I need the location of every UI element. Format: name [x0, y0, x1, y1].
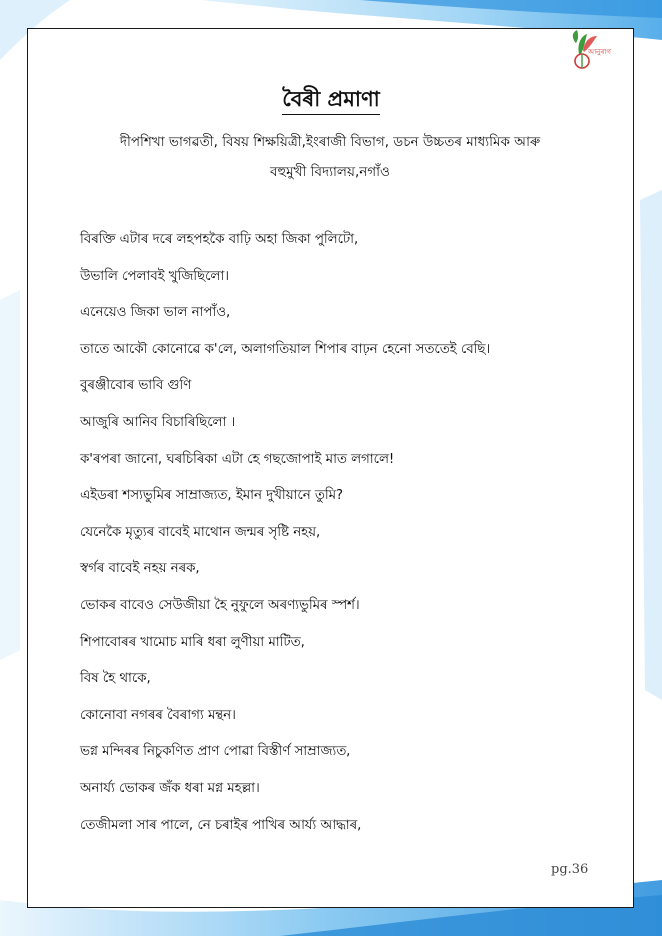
poem-line: ভোকৰ বাবেও সেউজীয়া হৈ নুফুলে অৰণ্যভুমিৰ স্পৰ্শ। [80, 597, 360, 613]
poem-line: শিপাবোৰৰ খামোচ মাৰি ধৰা লুণীয়া মাটিত, [80, 634, 305, 650]
author-info [90, 127, 570, 187]
poem-body [80, 230, 600, 852]
poem-line: আজুৰি আনিব বিচাৰিছিলো । [80, 414, 236, 430]
logo-text: আনুৰাগ [588, 48, 611, 56]
poem-line: বিষ হৈ থাকে, [80, 671, 151, 687]
poem-line: তেজীমলা সাৰ পালে, নে চৰাইৰ পাখিৰ আৰ্য্য আদ্ধাৰ, [80, 817, 362, 833]
poem-line: উভালি পেলাবই খুজিছিলো। [80, 268, 229, 284]
poem-line: বুৰঞ্জীবোৰ ভাবি গুণি [80, 378, 192, 394]
poem-title-text: বৈৰী প্ৰমাণা [282, 87, 380, 115]
poem-line: অনাৰ্য্য ভোকৰ জঁক ধৰা মগ্ন মহল্লা। [80, 780, 260, 796]
poem-line: এনেয়েও জিকা ভাল নাপাঁও, [80, 305, 231, 321]
author-line-2: বহুমুখী বিদ্যালয়,নগাঁও [269, 164, 390, 180]
poem-line: ক'ৰপৰা জানো, ঘৰচিৰিকা এটা হে গছজোপাই মাত লগালে! [80, 451, 395, 467]
page-number: pg.36 [551, 862, 589, 877]
poem-line: কোনোবা নগৰৰ বৈৰাগ্য মন্থন। [80, 707, 236, 723]
poem-line: স্বৰ্গৰ বাবেই নহয় নৰক, [80, 561, 200, 577]
poem-line: এইডৰা শস্যভুমিৰ সাম্ৰাজ্যত, ইমান দুখীয়ানে তুমি? [80, 488, 344, 504]
poem-title [0, 83, 662, 118]
poem-line: তাতে আকৌ কোনোৱে ক'লে, অলাগতিয়াল শিপাৰ বাঢ়ন হেনো সততেই বেছি। [80, 341, 491, 357]
poem-line: ভগ্ন মন্দিৰৰ নিচুকণিত প্ৰাণ পোৱা বিস্তীৰ্ণ সাম্ৰাজ্যত, [80, 744, 351, 760]
poem-line: বিৰক্তি এটাৰ দৰে লহপহকৈ বাঢ়ি অহা জিকা পুলিটো, [80, 232, 359, 247]
poem-line: যেনেকৈ মৃত্যুৰ বাবেই মাথোন জন্মৰ সৃষ্টি নহয়, [80, 524, 321, 540]
author-line-1: দীপশিখা ভাগৱতী, বিষয় শিক্ষয়িত্ৰী,ইংৰাজী বিভাগ, ডচন উচ্চতৰ মাধ্যমিক আৰু [119, 134, 541, 150]
